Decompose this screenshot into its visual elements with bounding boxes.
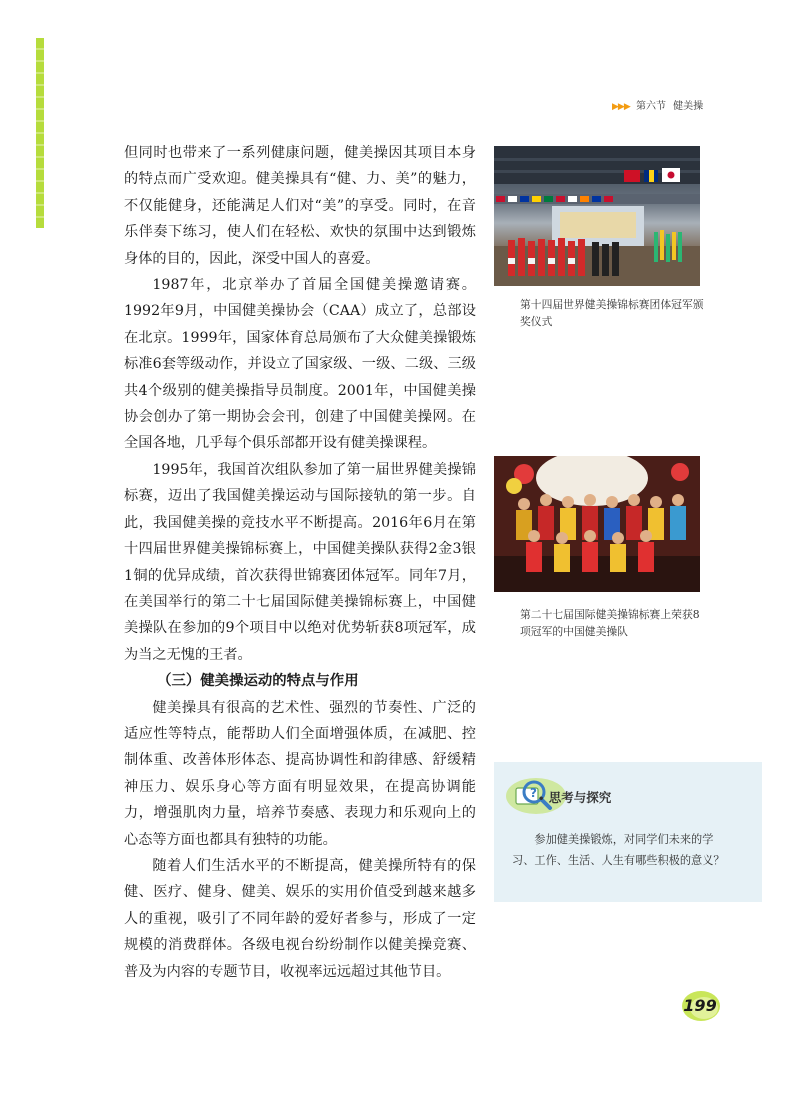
side-decoration-bar (36, 38, 44, 228)
think-title: • 思考与探究 (538, 790, 612, 805)
section-subheading: （三）健美操运动的特点与作用 (157, 673, 359, 690)
photo2-caption: 第二十七届国际健美操锦标赛上荣获8项冠军的中国健美操队 (520, 608, 700, 638)
photo1-caption: 第十四届世界健美操锦标赛团体冠军颁奖仪式 (520, 298, 704, 328)
running-header (612, 97, 703, 112)
team-photo (494, 456, 700, 592)
page-number: 199 (683, 996, 717, 1015)
svg-text:?: ? (530, 786, 537, 800)
paragraph-3: 1995年，我国首次组队参加了第一届世界健美操锦标赛，迈出了我国健美操运动与国际接轨的第一步。自此，我国健美操的竞技水平不断提高。2016年6月在第十四届世界健美操锦标赛上，中国健美操队获得2金3银1铜的优异成绩，首次获得世锦赛团体冠军。同年7月，在美国举行的第二十七届国际健美操锦标赛上，中国健美操队在参加的9个项目中以绝对优势斩获8项冠军，成为当之无愧的王者。 (124, 461, 476, 663)
paragraph-2: 1987年，北京举办了首届全国健美操邀请赛。1992年9月，中国健美操协会（CAA）成立了，总部设在北京。1999年，国家体育总局颁布了大众健美操锻炼标准6套等级动作，并设立了国家级、一级、二级、三级共4个级别的健美操指导员制度。2001年，中国健美操协会创办了第一期协会会刊，创建了中国健美操网。在全国各地，几乎每个俱乐部都开设有健美操课程。 (124, 277, 476, 452)
award-ceremony-photo (494, 146, 700, 286)
paragraph-1: 但同时也带来了一系列健康问题，健美操因其项目本身的特点而广受欢迎。健美操具有“健、力、美”的魅力，不仅能健身，还能满足人们对“美”的享受。同时，在音乐伴奏下练习，使人们在轻松、欢快的氛围中达到锻炼身体的目的，因此，深受中国人的喜爱。 (124, 145, 476, 267)
header-title: 健美操 (673, 101, 704, 112)
think-text: 参加健美操锻炼，对同学们未来的学习、工作、生活、人生有哪些积极的意义？ (512, 833, 725, 867)
triple-arrow-icon: ▶▶▶ (612, 102, 630, 112)
header-section: 第六节 (635, 101, 666, 112)
paragraph-5: 随着人们生活水平的不断提高，健美操所特有的保健、医疗、健身、健美、娱乐的实用价值受到越来越多人的重视，吸引了不同年龄的爱好者参与，形成了一定规模的消费群体。各级电视台纷纷制作以健美操竞赛、普及为内容的专题节目，收视率远远超过其他节目。 (124, 857, 476, 980)
paragraph-4: 健美操具有很高的艺术性、强烈的节奏性、广泛的适应性等特点，能帮助人们全面增强体质，在减肥、控制体重、改善体形体态、提高协调性和韵律感、舒缓精神压力、娱乐身心等方面有明显效果，在提高协调能力，增强肌肉力量，培养节奏感、表现力和乐观向上的心态等方面也都具有独特的功能。 (124, 699, 476, 848)
think-explore-box (494, 762, 762, 902)
main-text-column (124, 140, 476, 985)
